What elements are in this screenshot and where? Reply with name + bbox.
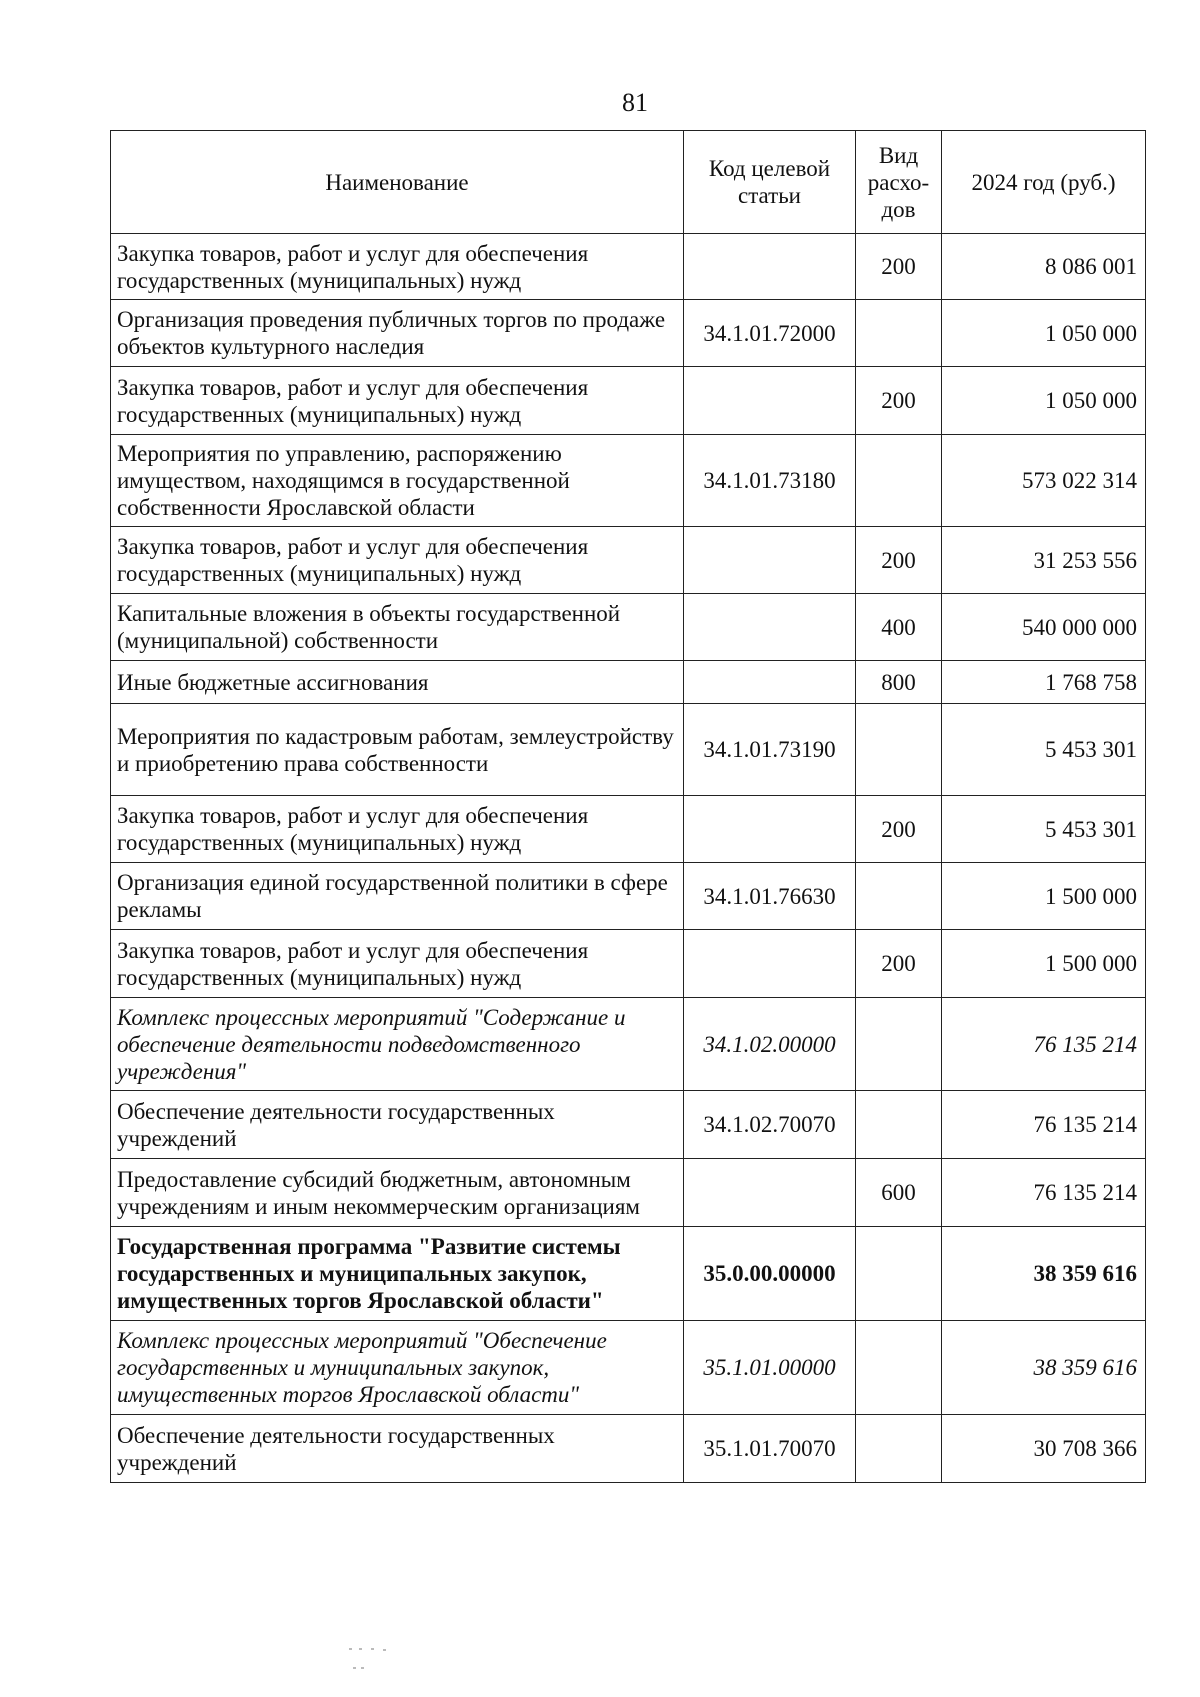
- row-code-cell: [684, 527, 856, 594]
- table-row: [111, 527, 1146, 594]
- table-row: [111, 300, 1146, 367]
- row-code-cell: [684, 594, 856, 661]
- row-expense-type-cell: [856, 1321, 942, 1415]
- row-amount-cell: 1 050 000: [942, 300, 1146, 367]
- row-name-cell: Обеспечение деятельности государственных учреждений: [111, 1091, 684, 1159]
- row-code-cell: 34.1.01.73190: [684, 704, 856, 796]
- row-expense-type-cell: [856, 704, 942, 796]
- row-amount-cell: 540 000 000: [942, 594, 1146, 661]
- row-expense-type-cell: 800: [856, 661, 942, 704]
- row-expense-type-cell: 200: [856, 796, 942, 863]
- row-code-cell: 35.1.01.70070: [684, 1415, 856, 1483]
- table-row: [111, 367, 1146, 435]
- row-code-cell: [684, 661, 856, 704]
- table-header-row: [111, 131, 1146, 234]
- table-row: [111, 435, 1146, 527]
- table-row: [111, 1159, 1146, 1227]
- row-amount-cell: 573 022 314: [942, 435, 1146, 527]
- row-expense-type-cell: 200: [856, 234, 942, 300]
- table-row: [111, 1227, 1146, 1321]
- row-amount-cell: 38 359 616: [942, 1321, 1146, 1415]
- table-row: [111, 1091, 1146, 1159]
- row-amount-cell: 8 086 001: [942, 234, 1146, 300]
- row-amount-cell: 1 050 000: [942, 367, 1146, 435]
- row-amount-cell: 1 768 758: [942, 661, 1146, 704]
- table-row: [111, 234, 1146, 300]
- table-row: [111, 863, 1146, 930]
- row-code-cell: [684, 796, 856, 863]
- row-name-cell: Организация проведения публичных торгов по продаже объектов культурного наследия: [111, 300, 684, 367]
- row-name-cell: Закупка товаров, работ и услуг для обеспечения государственных (муниципальных) нужд: [111, 930, 684, 998]
- row-expense-type-cell: [856, 435, 942, 527]
- row-code-cell: [684, 367, 856, 435]
- row-expense-type-cell: 200: [856, 527, 942, 594]
- row-code-cell: [684, 930, 856, 998]
- row-name-cell: Комплекс процессных мероприятий "Обеспечение государственных и муниципальных закупок, имущественных торгов Ярославской области": [111, 1321, 684, 1415]
- row-expense-type-cell: 600: [856, 1159, 942, 1227]
- row-name-cell: Закупка товаров, работ и услуг для обеспечения государственных (муниципальных) нужд: [111, 367, 684, 435]
- scan-artifact: [345, 1645, 415, 1675]
- row-code-cell: [684, 234, 856, 300]
- row-name-cell: Предоставление субсидий бюджетным, автономным учреждениям и иным некоммерческим организациям: [111, 1159, 684, 1227]
- row-name-cell: Закупка товаров, работ и услуг для обеспечения государственных (муниципальных) нужд: [111, 796, 684, 863]
- budget-table: [110, 130, 1146, 1483]
- row-name-cell: Государственная программа "Развитие системы государственных и муниципальных закупок, имущественных торгов Ярославской области": [111, 1227, 684, 1321]
- table-row: [111, 594, 1146, 661]
- row-amount-cell: 76 135 214: [942, 1159, 1146, 1227]
- row-expense-type-cell: [856, 1091, 942, 1159]
- table-row: [111, 661, 1146, 704]
- row-name-cell: Капитальные вложения в объекты государственной (муниципальной) собственности: [111, 594, 684, 661]
- row-amount-cell: 1 500 000: [942, 863, 1146, 930]
- row-expense-type-cell: [856, 863, 942, 930]
- row-name-cell: Мероприятия по кадастровым работам, землеустройству и приобретению права собственности: [111, 704, 684, 796]
- row-code-cell: [684, 1159, 856, 1227]
- row-code-cell: 34.1.02.70070: [684, 1091, 856, 1159]
- row-name-cell: Комплекс процессных мероприятий "Содержание и обеспечение деятельности подведомственного учреждения": [111, 998, 684, 1091]
- row-code-cell: 34.1.02.00000: [684, 998, 856, 1091]
- row-expense-type-cell: 400: [856, 594, 942, 661]
- row-name-cell: Мероприятия по управлению, распоряжению имуществом, находящимся в государственной собственности Ярославской области: [111, 435, 684, 527]
- row-code-cell: 35.0.00.00000: [684, 1227, 856, 1321]
- row-amount-cell: 76 135 214: [942, 998, 1146, 1091]
- page-number: 81: [622, 88, 648, 117]
- row-name-cell: Обеспечение деятельности государственных учреждений: [111, 1415, 684, 1483]
- table-row: [111, 1321, 1146, 1415]
- row-name-cell: Иные бюджетные ассигнования: [111, 661, 684, 704]
- row-name-cell: Организация единой государственной политики в сфере рекламы: [111, 863, 684, 930]
- header-expense-type: Вид расхо-дов: [856, 131, 942, 234]
- row-amount-cell: 1 500 000: [942, 930, 1146, 998]
- row-expense-type-cell: [856, 998, 942, 1091]
- row-code-cell: 34.1.01.73180: [684, 435, 856, 527]
- row-expense-type-cell: [856, 1415, 942, 1483]
- row-expense-type-cell: 200: [856, 930, 942, 998]
- row-expense-type-cell: 200: [856, 367, 942, 435]
- row-amount-cell: 30 708 366: [942, 1415, 1146, 1483]
- table-row: [111, 704, 1146, 796]
- row-code-cell: 34.1.01.76630: [684, 863, 856, 930]
- row-amount-cell: 5 453 301: [942, 704, 1146, 796]
- header-amount-2024: 2024 год (руб.): [942, 131, 1146, 234]
- table-body: [111, 234, 1146, 1483]
- row-amount-cell: 76 135 214: [942, 1091, 1146, 1159]
- row-name-cell: Закупка товаров, работ и услуг для обеспечения государственных (муниципальных) нужд: [111, 234, 684, 300]
- row-amount-cell: 5 453 301: [942, 796, 1146, 863]
- row-code-cell: 35.1.01.00000: [684, 1321, 856, 1415]
- row-expense-type-cell: [856, 300, 942, 367]
- table-row: [111, 930, 1146, 998]
- row-expense-type-cell: [856, 1227, 942, 1321]
- row-amount-cell: 38 359 616: [942, 1227, 1146, 1321]
- table-row: [111, 796, 1146, 863]
- row-name-cell: Закупка товаров, работ и услуг для обеспечения государственных (муниципальных) нужд: [111, 527, 684, 594]
- table-row: [111, 998, 1146, 1091]
- row-code-cell: 34.1.01.72000: [684, 300, 856, 367]
- header-name: Наименование: [111, 131, 684, 234]
- row-amount-cell: 31 253 556: [942, 527, 1146, 594]
- header-code: Код целевой статьи: [684, 131, 856, 234]
- table-row: [111, 1415, 1146, 1483]
